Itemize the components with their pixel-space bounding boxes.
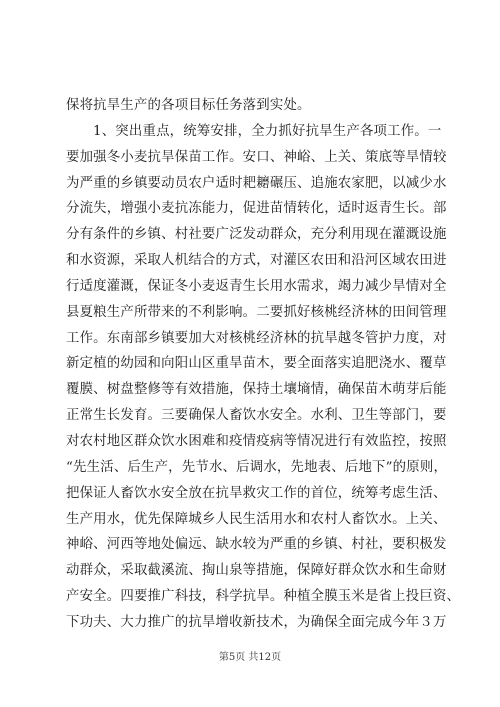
text-line: 和水资源，采取人机结合的方式，对灌区农田和沿河区域农田进 [66,253,447,269]
text-line: 保将抗旱生产的各项目标任务落到实处。 [66,98,311,113]
text-line: 覆膜、树盘整修等有效措施，保持土壤墒情，确保苗木萌芽后能 [66,382,447,398]
text-line: “先生活、后生产，先节水、后调水，先地表、后地下”的原则， [66,459,448,475]
text-line: 动群众，采取截溪流、掏山泉等措施，保障好群众饮水和生命财 [66,563,447,579]
text-line: 县夏粮生产所带来的不利影响。二要抓好核桃经济林的田间管理 [66,304,447,320]
text-line: 要加强冬小麦抗旱保苗工作。安口、神峪、上关、策底等旱情较 [66,149,447,165]
page-number: 第5页 共12页 [218,652,282,663]
document-body [66,93,461,636]
text-line: 分有条件的乡镇、村社要广泛发动群众，充分利用现在灌溉设施 [66,227,447,243]
text-line: 生产用水，优先保障城乡人民生活用水和农村人畜饮水。上关、 [66,511,447,527]
text-line: 神峪、河西等地处偏远、缺水较为严重的乡镇、村社，要积极发 [66,537,447,553]
text-line: 下功夫、大力推广的抗旱增收新技术，为确保全面完成今年３万 [66,614,447,630]
page-footer [0,648,500,663]
text-line: 对农村地区群众饮水困难和疫情疫病等情况进行有效监控，按照 [66,433,447,449]
paragraph-first-line: 1、突出重点，统筹安排，全力抓好抗旱生产各项工作。一 [93,123,442,139]
text-line: 把保证人畜饮水安全放在抗旱救灾工作的首位，统筹考虑生活、 [66,485,447,501]
text-line: 产安全。四要推广科技，科学抗旱。种植全膜玉米是省上投巨资、 [66,589,461,605]
text-line: 分流失，增强小麦抗冻能力，促进苗情转化，适时返青生长。部 [66,201,447,217]
text-line: 工作。东南部乡镇要加大对核桃经济林的抗旱越冬管护力度，对 [66,330,447,346]
text-line: 正常生长发育。三要确保人畜饮水安全。水利、卫生等部门，要 [66,408,447,424]
text-line: 新定植的幼园和向阳山区重旱苗木，要全面落实追肥浇水、覆草 [66,356,447,372]
text-line: 行适度灌溉，保证冬小麦返青生长用水需求，竭力减少旱情对全 [66,278,447,294]
text-line: 为严重的乡镇要动员农户适时耙耱碾压、追施农家肥，以减少水 [66,175,447,191]
